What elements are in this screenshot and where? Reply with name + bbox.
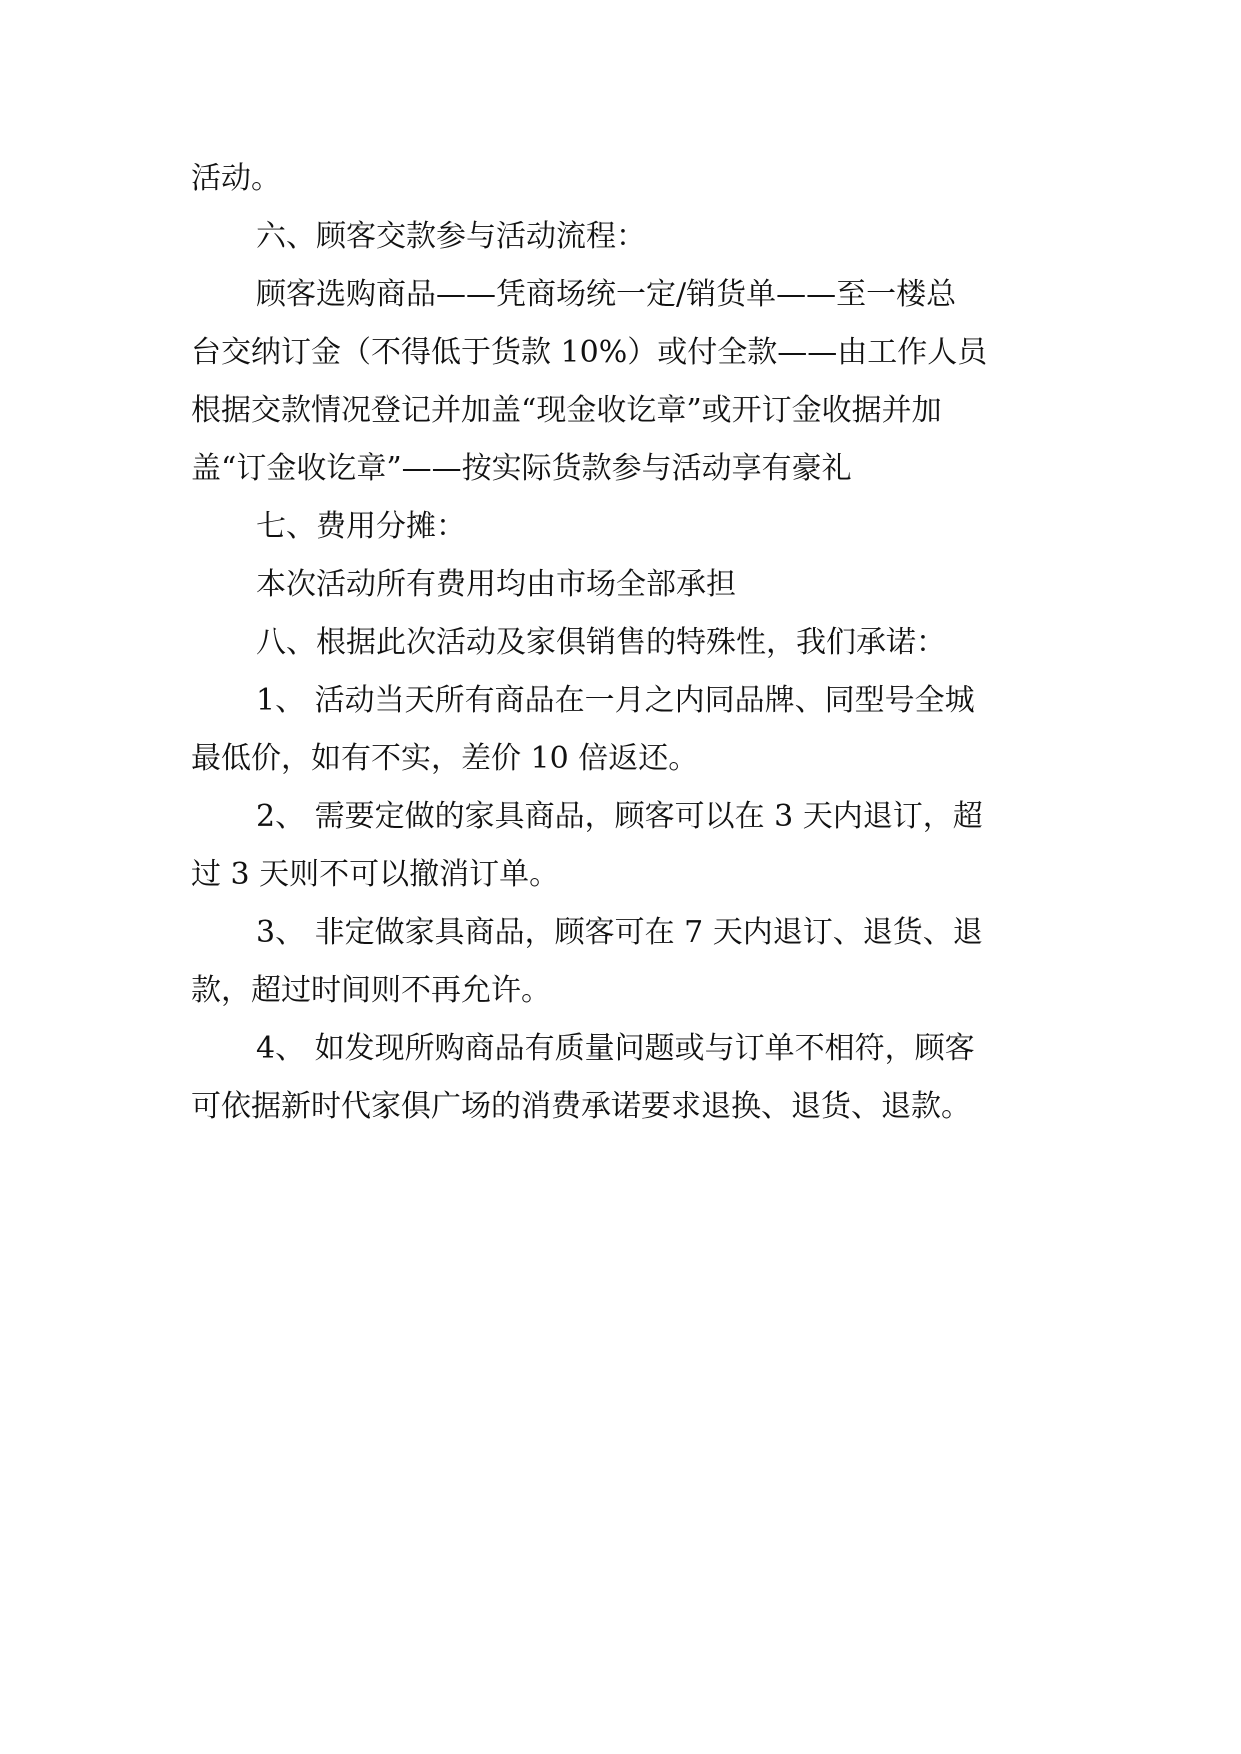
list-item-2: 2、 需要定做的家具商品，顾客可以在 3 天内退订，超 xyxy=(256,799,983,834)
section-heading-seven: 七、费用分摊： xyxy=(256,509,466,544)
section-heading-six: 六、顾客交款参与活动流程： xyxy=(256,219,646,254)
text-line: 最低价，如有不实，差价 10 倍返还。 xyxy=(191,741,699,776)
text-line: 可依据新时代家俱广场的消费承诺要求退换、退货、退款。 xyxy=(191,1089,971,1124)
text-line: 活动。 xyxy=(191,161,281,196)
text-line: 过 3 天则不可以撤消订单。 xyxy=(191,857,560,892)
text-line: 本次活动所有费用均由市场全部承担 xyxy=(256,567,736,602)
document-body xyxy=(191,150,1051,1136)
text-line: 根据交款情况登记并加盖“现金收讫章”或开订金收据并加 xyxy=(191,393,942,428)
text-line: 顾客选购商品——凭商场统一定/销货单——至一楼总 xyxy=(256,277,957,312)
list-item-3: 3、 非定做家具商品，顾客可在 7 天内退订、退货、退 xyxy=(256,915,983,950)
section-heading-eight: 八、根据此次活动及家俱销售的特殊性，我们承诺： xyxy=(256,625,946,660)
text-line: 盖“订金收讫章”——按实际货款参与活动享有豪礼 xyxy=(191,451,852,486)
list-item-4: 4、 如发现所购商品有质量问题或与订单不相符，顾客 xyxy=(256,1031,975,1066)
text-line: 款，超过时间则不再允许。 xyxy=(191,973,551,1008)
text-line: 台交纳订金（不得低于货款 10%）或付全款——由工作人员 xyxy=(191,335,988,370)
list-item-1: 1、 活动当天所有商品在一月之内同品牌、同型号全城 xyxy=(256,683,975,718)
